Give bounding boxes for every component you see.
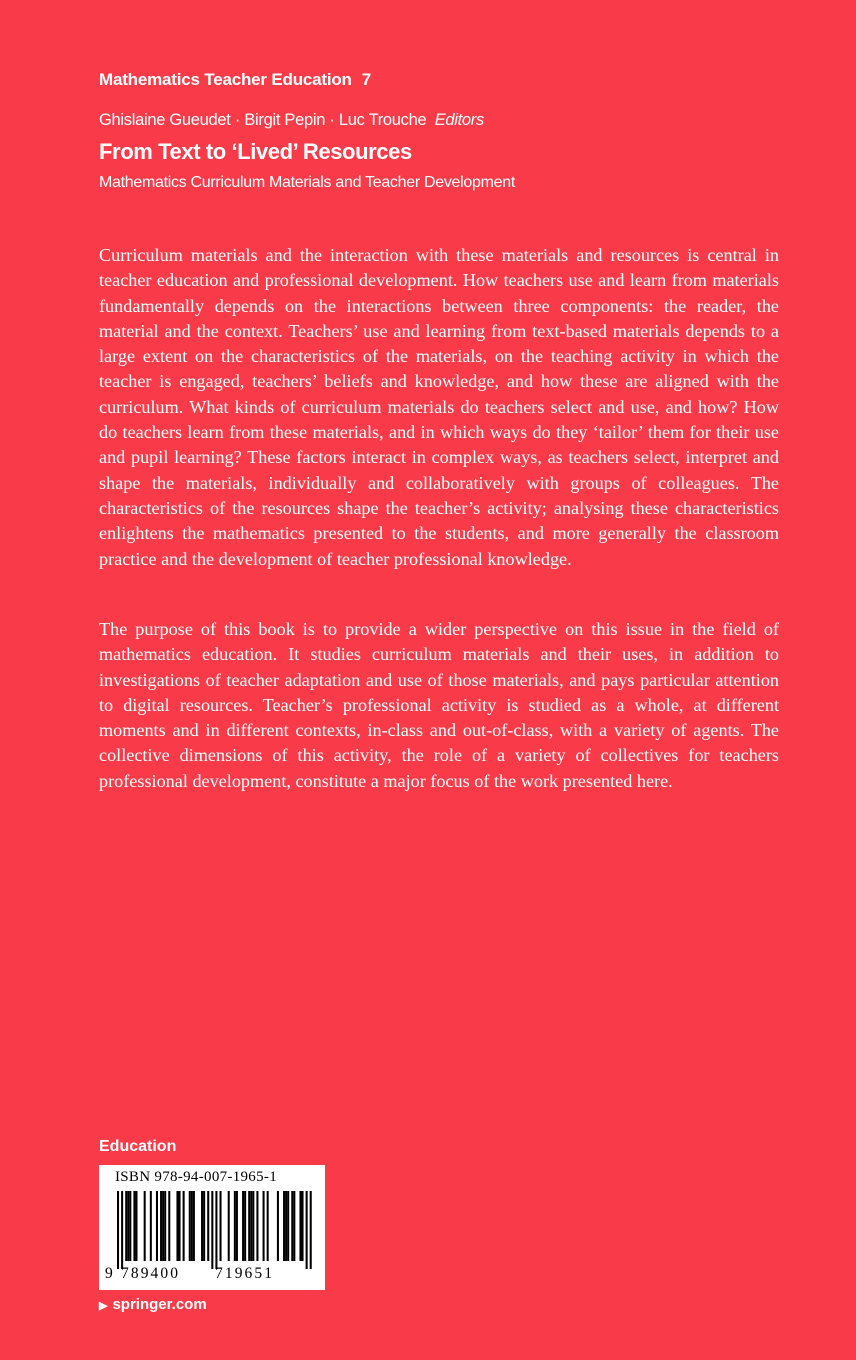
barcode-bar [135, 1191, 137, 1261]
barcode-guard-bar [121, 1191, 123, 1269]
barcode-bar [176, 1191, 178, 1261]
blurb-paragraph-2: The purpose of this book is to provide a wider perspective on this issue in the field of mathematics education. It studies curriculum materials and their uses, in addition to investigations of teacher adaptation and use of those materials, and pays particular attention to digital resources. Teacher’s professional activity is studied as a whole, at different moments and in different contexts, in-class and out-of-class, with a variety of agents. The collective dimensions of this activity, the role of a variety of collectives for teachers professional development, constitute a major focus of the work presented here. [99, 619, 779, 791]
barcode-bar [242, 1191, 244, 1261]
barcode-bar [248, 1191, 250, 1261]
barcode-bar [228, 1191, 230, 1261]
barcode-bar [244, 1191, 246, 1261]
barcode-box [99, 1165, 325, 1290]
barcode-bar [125, 1191, 127, 1261]
barcode-bar [283, 1191, 285, 1261]
barcode-bar [302, 1191, 304, 1261]
barcode-bar [267, 1191, 269, 1261]
barcode-bar [191, 1191, 193, 1261]
barcode-bar [133, 1191, 135, 1261]
barcode-bar [144, 1191, 146, 1261]
barcode-bar [299, 1191, 301, 1261]
barcode-guard-bar [117, 1191, 119, 1269]
barcode-bar [168, 1191, 170, 1261]
book-title: From Text to ‘Lived’ Resources [99, 139, 412, 164]
publisher-link[interactable] [99, 1296, 207, 1313]
editor-names: Ghislaine Gueudet · Birgit Pepin · Luc Trouche [99, 111, 427, 129]
barcode-guard-bar [211, 1191, 213, 1269]
barcode-bar [189, 1191, 191, 1261]
barcode-bars [107, 1191, 317, 1273]
barcode-digit-first: 9 [105, 1265, 113, 1282]
barcode-bar [193, 1191, 195, 1261]
barcode-bar [293, 1191, 295, 1261]
barcode-bar [179, 1191, 181, 1261]
barcode-guard-bar [306, 1191, 308, 1269]
publisher-url: springer.com [112, 1296, 207, 1313]
barcode-guard-bar [310, 1191, 312, 1269]
category-label: Education [99, 1138, 177, 1155]
barcode-bar [220, 1191, 222, 1261]
barcode-bar [263, 1191, 265, 1261]
barcode-bar [207, 1191, 209, 1261]
barcode-digit-group-2: 719651 [215, 1265, 275, 1282]
barcode-bar [162, 1191, 164, 1261]
barcode-bar [150, 1191, 152, 1261]
barcode-bar [236, 1191, 238, 1261]
barcode-bar [277, 1191, 279, 1261]
triangle-right-icon: ▶ [99, 1300, 108, 1312]
barcode-digit-group-1: 789400 [121, 1265, 181, 1282]
barcode-bar [291, 1191, 293, 1261]
barcode-bar [203, 1191, 205, 1261]
editors-line [99, 111, 484, 130]
barcode-bar [127, 1191, 129, 1261]
barcode-bar [285, 1191, 287, 1261]
barcode-bar [250, 1191, 252, 1261]
isbn-label: ISBN 978-94-007-1965-1 [115, 1169, 278, 1185]
barcode-bar [287, 1191, 289, 1261]
series-number: 7 [361, 70, 372, 89]
barcode-bar [183, 1191, 185, 1261]
editors-role: Editors [434, 111, 484, 129]
book-subtitle: Mathematics Curriculum Materials and Teacher Development [99, 174, 515, 191]
series-line [99, 70, 371, 90]
barcode-bar [164, 1191, 166, 1261]
barcode-bar [252, 1191, 254, 1261]
blurb-paragraph-1: Curriculum materials and the interaction with these materials and resources is central in teacher education and professional development. How teachers use and learn from materials fundamentally depends on the interactions between three components: the reader, the material and the context. Teachers’ use and learning from text-based materials depends to a large extent on the characteristics of the materials, on the teaching activity in which the teacher is engaged, teachers’ beliefs and knowledge, and how these are aligned with the curriculum. What kinds of curriculum materials do teachers select and use, and how? How do teachers learn from these materials, and in which ways do they ‘tailor’ them for their use and pupil learning? These factors interact in complex ways, as teachers select, interpret and shape the materials, individually and collaboratively with groups of colleagues. The characteristics of the resources shape the teacher’s activity; analysing these characteristics enlightens the mathematics presented to the students, and more generally the classroom practice and the development of teacher professional knowledge. [99, 245, 779, 569]
barcode-bar [234, 1191, 236, 1261]
barcode-bar [160, 1191, 162, 1261]
barcode-bar [129, 1191, 131, 1261]
barcode-bar [201, 1191, 203, 1261]
barcode-bar [256, 1191, 258, 1261]
barcode-guard-bar [215, 1191, 217, 1269]
barcode-bar [156, 1191, 158, 1261]
series-name: Mathematics Teacher Education [99, 70, 352, 89]
